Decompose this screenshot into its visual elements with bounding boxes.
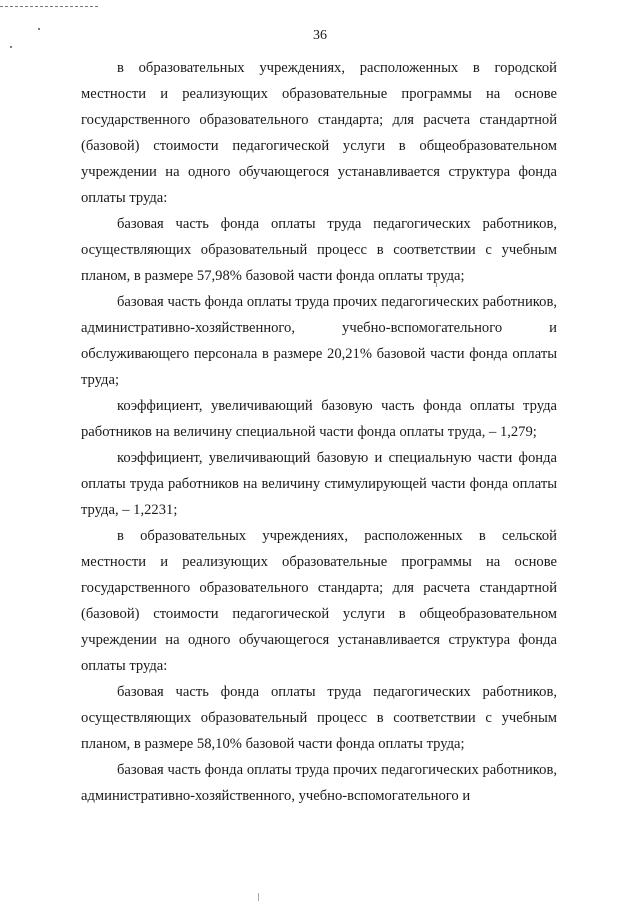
scan-artifact-tick <box>258 893 259 901</box>
body-text <box>81 55 557 809</box>
paragraph-other-staff-base-rural: базовая часть фонда оплаты труда прочих педагогических работников, административно-хозяйственного, учебно-вспомогательного и <box>81 762 557 804</box>
paragraph-special-coefficient: коэффициент, увеличивающий базовую часть фонда оплаты труда работников на величину специальной части фонда оплаты труда, – 1,279; <box>81 398 557 440</box>
paragraph-incentive-coefficient: коэффициент, увеличивающий базовую и специальную части фонда оплаты труда работников на величину стимулирующей части фонда оплаты труда, – 1,2231; <box>81 450 557 518</box>
page-number: 36 <box>313 28 327 43</box>
paragraph-rural-schools: в образовательных учреждениях, расположенных в сельской местности и реализующих образовательные программы на основе государственного образовательного стандарта; для расчета стандартной (базовой) стоимости педагогической услуги в общеобразовательном учреждении на одного обучающегося устанавливается структура фонда оплаты труда: <box>81 528 557 674</box>
scan-artifact-dot <box>10 46 12 48</box>
paragraph-other-staff-base-urban: базовая часть фонда оплаты труда прочих педагогических работников, административно-хозяйственного, учебно-вспомогательного и обслуживающего персонала в размере 20,21% базовой части фонда оплаты труда; <box>81 294 557 388</box>
paragraph-teachers-base-urban: базовая часть фонда оплаты труда педагогических работников, осуществляющих образовательный процесс в соответствии с учебным планом, в размере 57,98% базовой части фонда оплаты труда; <box>81 216 557 284</box>
paragraph-teachers-base-rural: базовая часть фонда оплаты труда педагогических работников, осуществляющих образовательный процесс в соответствии с учебным планом, в размере 58,10% базовой части фонда оплаты труда; <box>81 684 557 752</box>
scan-artifact-line <box>0 6 100 7</box>
paragraph-urban-schools: в образовательных учреждениях, расположенных в городской местности и реализующих образовательные программы на основе государственного образовательного стандарта; для расчета стандартной (базовой) стоимости педагогической услуги в общеобразовательном учреждении на одного обучающегося устанавливается структура фонда оплаты труда: <box>81 60 557 206</box>
